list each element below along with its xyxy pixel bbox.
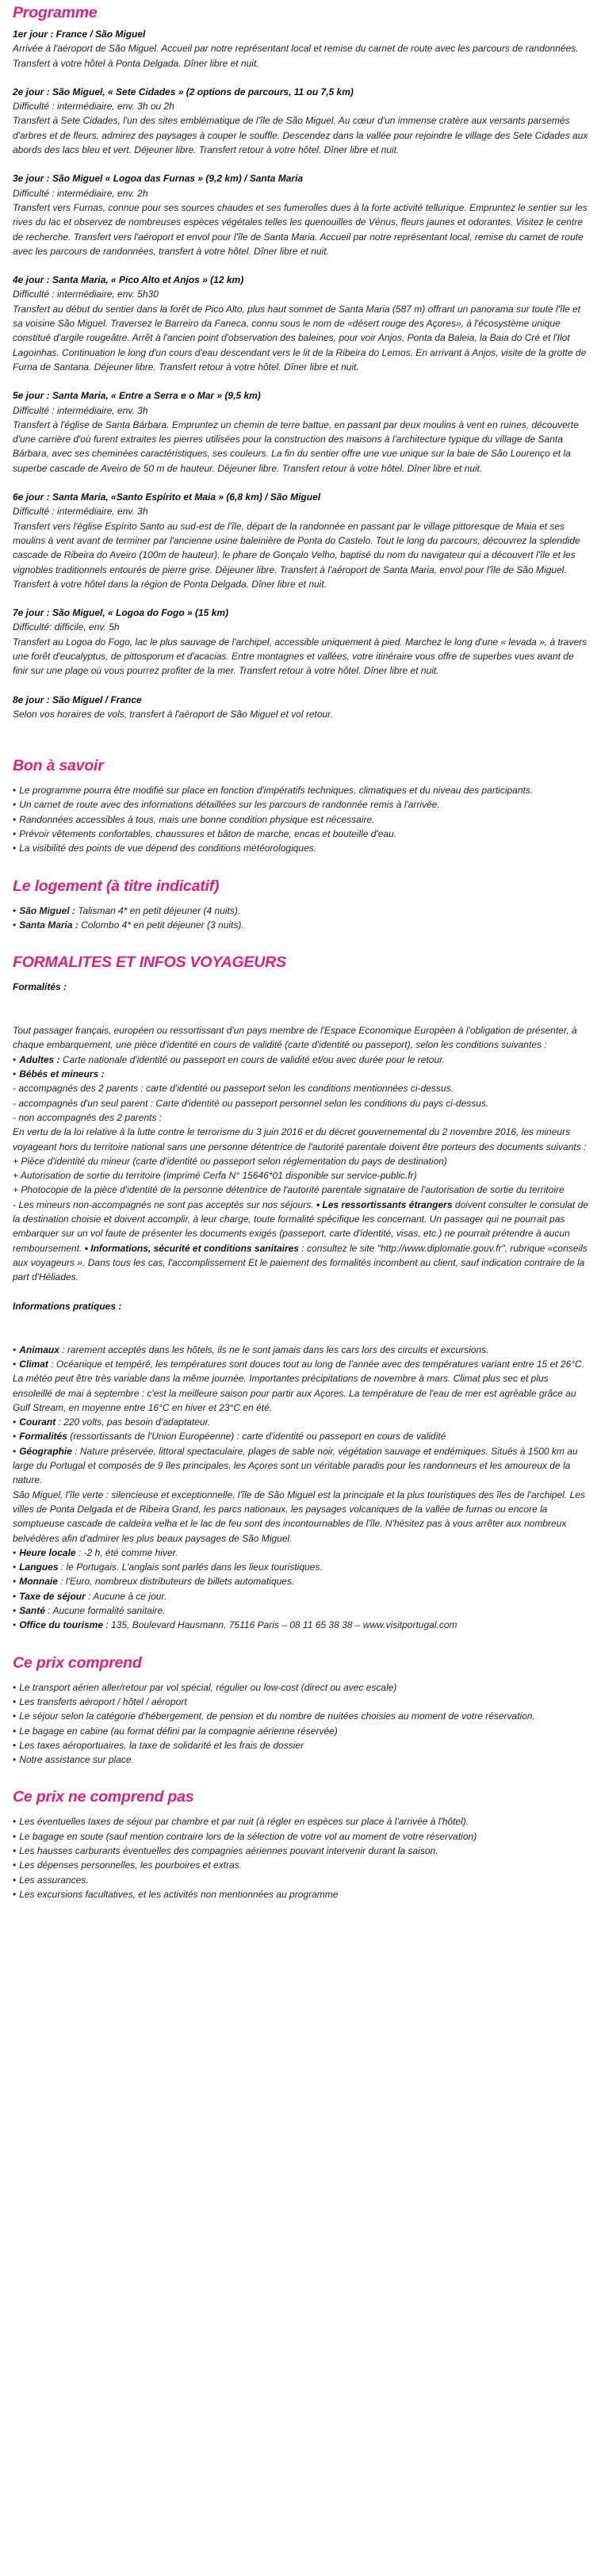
bon-a-savoir-title: Bon à savoir [13,757,104,775]
list-item-text: La visibilité des points de vue dépend des conditions météorologiques. [19,843,317,854]
formalites-line: - accompagnés des 2 parents : carte d'identité ou passeport selon les conditions mentionnées ci-dessus. [13,1083,454,1095]
pratique-item [13,1415,588,1429]
pratique-label: Formalités [19,1431,67,1443]
pratique-label: Heure locale [19,1546,76,1558]
day-title: 2e jour : São Miguel, « Sete Cidades » (2 options de parcours, 11 ou 7,5 km) [13,86,354,97]
prix-ne-comprend-title: Ce prix ne comprend pas [13,1788,194,1806]
ressortissants-text: doivent consulter le consulat de la destination choisie et doivent accomplir, à leur charge, toute formalité spécifique les concernant. Un passager qui ne pourrait pas embarquer sur un vol faute de présenter les documents exigés (passeport, carte d'identité, visas, etc.) ne pourrait prétendre à aucun remboursement. [13,1198,588,1254]
pratique-text: : Nature préservée, littoral spectaculaire, plages de sable noir, végétation sauvage et endémiques. Situés à 1500 km au large du Portugal et composés de 9 îles principales, les Açores sont un véritable paradis pour les randonneurs et les amoureux de la nature. [13,1445,578,1486]
list-item [13,1752,588,1767]
programme-day [13,27,588,71]
logement-item [13,918,588,932]
pratique-text: (ressortissants de l'Union Européenne) : carte d'identité ou passeport en cours de validité [67,1431,446,1443]
list-item-text: Les assurances. [19,1874,89,1886]
list-item [13,1680,588,1695]
day-text: Difficulté : intermédiaire, env. 3h ou 2h [13,101,174,113]
pratique-text: : -2 h, été comme hiver. [75,1546,178,1558]
pratique-text: : 135, Boulevard Hausmann, 75116 Paris – 08 11 65 38 38 – www.visitportugal.com [103,1619,457,1631]
day-text: Transfert à l'église de Santa Bárbara. Empruntez un chemin de terre battue, en passant par deux moulins à vent en ruines, découverte d'une carrière d'où furent extraites les pierres utilisées pour la construction des maisons à l'architecture typique du village de Santa Bárbara, avec ses cheminées caractéristiques, ses couleurs. La fin du sentier offre une vue unique sur la baie de São Lourenço et la superbe cascade de Aveiro de 50 m de hauteur. Déjeuner libre. Transfert retour à votre hôtel. Dîner libre et nuit. [13,419,579,474]
list-item [13,812,588,827]
pratiques-list [13,1343,588,1488]
pratique-text: : Aucune à ce jour. [85,1590,167,1602]
pratique-text: : 220 volts, pas besoin d'adaptateur. [56,1416,211,1428]
list-item [13,1695,588,1709]
day-text: Difficulté : intermédiaire, env. 3h [13,506,148,518]
pratique-item [13,1357,588,1415]
pratique-label: Langues [19,1561,59,1573]
pratique-label: Courant [19,1416,56,1428]
list-item-text: Le séjour selon la catégorie d'hébergement, de pension et du nombre de nuitées choisies au moment de votre réservation. [19,1710,535,1722]
pratique-text: : le Portugais. L'anglais sont parlés dans les lieux touristiques. [58,1561,323,1573]
logement-section [13,877,588,933]
mineurs-paragraph [13,1198,588,1285]
formalites-intro: Tout passager français, européen ou ressortissant d'un pays membre de l'Espace Economique Européen à l'obligation de présenter, à chaque embarquement, une pièce d'identité en cours de validité (carte d'identité ou passeport), selon les conditions suivantes : [13,1025,577,1051]
list-item [13,1724,588,1738]
day-title: 6e jour : Santa Maria, «Santo Espírito et Maia » (6,8 km) / São Miguel [13,491,321,503]
bullet: • [13,843,17,854]
sao-miguel-text: São Miguel, l'île verte : silencieuse et exceptionnelle, l'île de São Miguel est la principale et la plus touristiques des îles de l'archipel. Les villes de Ponta Delgada et de Ribeira Grand, les parcs nationaux, les paysages volcaniques de la vallée de furnas ou encore la somptueuse cascade de caldeira velha et le lac de feu sont des incontournables de l'île. N'hésitez pas à vous arrêter aux nombreux belvédères afin d'admirer les plus beaux paysages de São Miguel. [13,1489,585,1544]
programme-day [13,490,588,591]
day-text: Transfert vers Furnas, connue pour ses sources chaudes et ses fumerolles dues à la forte activité tellurique. Empruntez le sentier sur les rives du lac et observez de nombreuses espèces végétales telles les quenouilles de Vénus, fleurs jaunes et odorantes. Visitez le centre de recherche. Transfert vers l'aéroport et envol pour l'île de Santa Maria. Accueil par notre représentant local, remise du carnet de route avec les parcours de randonnées, transfert à votre hôtel. Dîner libre et nuit. [13,201,588,257]
pratiques-list-2 [13,1546,588,1633]
list-item [13,1858,588,1872]
mineurs-text: - Les mineurs non-accompagnés ne sont pas acceptés sur nos séjours. [13,1198,316,1210]
bullet: • [13,1710,17,1722]
logement-title: Le logement (à titre indicatif) [13,877,220,895]
programme-days [13,27,588,721]
list-item [13,841,588,855]
bullet: • [13,1619,17,1631]
pratique-text: : Océanique et tempéré, les températures sont douces tout au long de l'année avec des températures variant entre 15 et 26°C. La météo peut être très variable dans la même journée. Importantes précipitations de novembre à mars. Climat plus sec et plus ensoleillé de mai à septembre : c'est la meilleure saison pour partir aux Açores. La température de l'eau de mer est agréable grâce au Gulf Stream, en moyenne entre 16°C en hiver et 23°C en été. [13,1358,585,1413]
pratique-item [13,1444,588,1488]
formalites-section [13,953,588,1632]
pratique-item [13,1574,588,1588]
bullet: • [13,1343,17,1355]
list-item-text: Les hausses carburants éventuelles des compagnies aériennes pouvant intervenir durant la saison. [19,1844,438,1856]
pratique-label: Taxe de séjour [19,1590,86,1602]
prix-ne-comprend-list [13,1814,588,1901]
list-item-text: Les taxes aéroportuaires, la taxe de solidarité et les frais de dossier [19,1739,304,1751]
bullet: • [13,1754,17,1766]
list-item-text: Le bagage en soute (sauf mention contraire lors de la sélection de votre vol au moment de votre réservation) [19,1830,477,1842]
bullet: • [13,1576,17,1588]
list-item [13,1873,588,1887]
pratique-label: Climat [19,1358,48,1370]
pratique-label: Géographie [19,1445,72,1457]
bullet: • [13,1844,17,1856]
logement-text: Talisman 4* en petit déjeuner (4 nuits). [75,904,241,916]
pratique-item [13,1546,588,1560]
formalites-line: - accompagnés d'un seul parent : Carte d'identité ou passeport personnel selon les conditions du pays ci-dessus. [13,1097,489,1109]
programme-day [13,85,588,157]
bullet: • [13,1431,17,1443]
pratique-item [13,1603,588,1618]
list-item [13,783,588,797]
bullet: • [13,799,17,811]
bullet: • [13,1561,17,1573]
logement-label: Santa Maria : [19,919,78,931]
pratique-text: : rarement acceptés dans les hôtels, ils ne le sont jamais dans les cars lors des circuits et excursions. [59,1343,489,1355]
list-item-text: Le transport aérien aller/retour par vol spécial, régulier ou low-cost (direct ou avec escale) [19,1681,397,1693]
bullet: • [13,785,17,797]
logement-text: Colombo 4* en petit déjeuner (3 nuits). [78,919,244,931]
logement-item [13,904,588,918]
list-item-text: Prévoir vêtements confortables, chaussures et bâton de marche, encas et bouteille d'eau. [19,828,397,840]
prix-ne-comprend-section [13,1787,588,1901]
bon-a-savoir-section [13,756,588,855]
adultes-label: Adultes : [19,1053,60,1065]
bullet: • [13,813,17,825]
bullet: • [13,1053,17,1065]
formalites-title: FORMALITES ET INFOS VOYAGEURS [13,954,286,972]
pratique-label: Animaux [19,1343,59,1355]
programme-day [13,693,588,722]
adultes-line [13,1053,588,1067]
pratique-item [13,1429,588,1443]
list-item [13,1814,588,1829]
pratiques-label: Informations pratiques : [13,1300,122,1312]
formalites-line: - non accompagnés des 2 parents : [13,1111,163,1123]
pratique-label: Monnaie [19,1576,58,1588]
bullet: • [13,1725,17,1737]
formalites-line: En vertu de la loi relative à la lutte contre le terrorisme du 3 juin 2016 et du décret gouvernemental du 2 novembre 2016, les mineurs voyageant hors du territoire national sans une personne détentrice de l'autorité parentale doivent être porteurs des documents suivants : [13,1126,587,1152]
bullet: • [13,1859,17,1871]
day-text: Transfert au début du sentier dans la forêt de Pico Alto, plus haut sommet de Santa Maria (587 m) offrant un panorama sur toute l'île et sa voisine São Miguel. Traversez le Barreiro da Faneca, connu sous le nom de «désert rouge des Açores», à l'écosystème unique constitué d'argile rougeâtre. Arrêt à l'ancien point d'observation des baleines, pour voir Anjos, Ponta da Baleia, la Baia do Cré et l'Ilot Lagoinhas. Continuation le long d'un cours d'eau descendant vers le lit de la Ribeira do Lemos. En arrivant à Anjos, visite de la grotte de Furna de Santana. Déjeuner libre. Transfert retour à votre hôtel. Dîner libre et nuit. [13,303,587,373]
infos-text: : consultez le site "http://www.diplomatie.gouv.fr", rubrique «conseils aux voyageurs ». Dans tous les cas, l'accomplissement Et le paiement des formalités incombent au client, sauf indication contraire de la part d'Héliades. [13,1242,588,1283]
programme-day [13,171,588,258]
list-item-text: Randonnées accessibles à tous, mais une bonne condition physique est nécessaire. [19,813,375,825]
adultes-text: Carte nationale d'identité ou passeport en cours de validité et/ou avec durée pour le retour. [59,1053,446,1065]
formalites-lines [13,1081,588,1197]
day-text: Transfert au Logoa do Fogo, lac le plus sauvage de l'archipel, accessible uniquement à pied. Marchez le long d'une « levada », à travers une forêt d'eucalyptus, de pittosporum et d'acacias. Entre montagnes et vallées, votre itinéraire vous offre de superbes vues avant de finir sur une plage où vous pourrez profiter de la mer. Transfert retour à votre hôtel. Dîner libre et nuit. [13,636,588,677]
bullet: • [13,1590,17,1602]
day-text: Transfert à Sete Cidades, l'un des sites emblématique de l'île de São Miguel. Au cœur d'un immense cratère aux versants parsemés d'arbres et de fleurs, admirez des paysages à couper le souffle. Descendez dans la vallée pour rejoindre le village des Sete Cidades aux abords des lacs bleu et vert. Déjeuner libre. Transfert retour à votre hôtel. Dîner libre et nuit. [13,115,588,156]
logement-list [13,904,588,933]
prix-comprend-section [13,1653,588,1768]
ressortissants-label: • Les ressortissants étrangers [316,1198,453,1210]
pratique-label: Office du tourisme [19,1619,103,1631]
bullet: • [13,1695,17,1707]
day-text: Difficulté : intermédiaire, env. 2h [13,187,148,199]
pratique-label: Santé [19,1605,45,1617]
list-item [13,1738,588,1752]
pratique-text: : l'Euro, nombreux distributeurs de billets automatiques. [57,1576,295,1588]
list-item [13,1887,588,1901]
bullet: • [13,1874,17,1886]
bullet: • [13,1546,17,1558]
programme-day [13,606,588,678]
list-item-text: Les dépenses personnelles, les pourboires et extras. [19,1859,243,1871]
list-item [13,1829,588,1844]
logement-label: São Miguel : [19,904,75,916]
formalites-line: + Pièce d'identité du mineur (carte d'identité ou passeport selon réglementation du pays de destination) [13,1155,447,1167]
list-item-text: Notre assistance sur place. [19,1754,134,1766]
list-item [13,797,588,812]
list-item-text: Le bagage en cabine (au format défini par la compagnie aérienne réservée) [19,1725,338,1737]
pratique-item [13,1618,588,1632]
bullet: • [13,1739,17,1751]
bullet: • [13,1681,17,1693]
formalites-line: + Autorisation de sortie du territoire (imprimé Cerfa N° 15646*01 disponible sur service-public.fr) [13,1170,417,1182]
list-item [13,1844,588,1858]
list-item [13,827,588,841]
day-text: Difficulté: difficile, env. 5h [13,621,120,633]
pratique-item [13,1560,588,1574]
bebes-line [13,1067,588,1081]
day-text: Difficulté : intermédiaire, env. 3h [13,404,148,416]
pratique-text: : Aucune formalité sanitaire. [44,1605,166,1617]
day-text: Selon vos horaires de vols, transfert à l'aéroport de São Miguel et vol retour. [13,708,334,720]
day-title: 4e jour : Santa Maria, « Pico Alto et Anjos » (12 km) [13,274,244,286]
infos-label: • Informations, sécurité et conditions sanitaires [84,1242,299,1254]
bullet: • [13,1888,17,1900]
list-item-text: Un carnet de route avec des informations détaillées sur les parcours de randonnée remis à l'arrivée. [19,799,440,811]
list-item-text: Les excursions facultatives, et les activités non mentionnées au programme [19,1888,339,1900]
formalites-label: Formalités : [13,981,67,993]
prix-comprend-title: Ce prix comprend [13,1653,142,1672]
bullet: • [13,1830,17,1842]
day-title: 1er jour : France / São Miguel [13,29,146,40]
bebes-label: Bébés et mineurs : [19,1068,105,1080]
day-title: 8e jour : São Miguel / France [13,694,142,705]
programme-day [13,388,588,476]
bullet: • [13,828,17,840]
bullet: • [13,1068,17,1080]
day-text: Arrivée à l'aéroport de São Miguel. Accueil par notre représentant local et remise du carnet de route avec les parcours de randonnées. Transfert à votre hôtel à Ponta Delgada. Dîner libre et nuit. [13,43,579,69]
formalites-line: + Photocopie de la pièce d'identité de la personne détentrice de l'autorité parentale signataire de l'autorisation de sortie du territoire [13,1184,565,1196]
day-text: Transfert vers l'église Espírito Santo au sud-est de l'île, départ de la randonnée en passant par le village pittoresque de Maia et ses moulins à vent avant de terminer par l'ancienne usine baleinière de Ponta do Castelo. Tout le long du parcours, découvrez la splendide cascade de Ribeira do Aveiro (100m de hauteur), le phare de Gonçalo Velho, baptisé du nom du navigateur qui a découvert l'île et les vignobles traditionnels entourés de pierre grise. Déjeuner libre. Transfert à l'aéroport de Santa Maria, envol pour l'île de São Miguel. Transfert à votre hôtel dans la région de Ponta Delgada. Dîner libre et nuit. [13,520,580,590]
day-title: 3e jour : São Miguel « Logoa das Furnas » (9,2 km) / Santa Maria [13,173,304,185]
list-item-text: Les transferts aéroport / hôtel / aéroport [19,1695,187,1707]
list-item-text: Les éventuelles taxes de séjour par chambre et par nuit (à régler en espèces sur place à l'arrivée à l'hôtel). [19,1816,469,1828]
bullet: • [13,1816,17,1828]
bullet: • [13,904,17,916]
bullet: • [13,1416,17,1428]
bullet: • [13,1445,17,1457]
list-item [13,1709,588,1723]
bullet: • [13,919,17,931]
day-title: 7e jour : São Miguel, « Logoa do Fogo » (15 km) [13,607,229,619]
day-title: 5e jour : Santa Maria, « Entre a Serra e o Mar » (9,5 km) [13,390,261,402]
pratique-item [13,1343,588,1357]
programme-title: Programme [13,4,98,21]
programme-day [13,273,588,374]
bullet: • [13,1358,17,1370]
prix-comprend-list [13,1680,588,1768]
bullet: • [13,1605,17,1617]
bon-a-savoir-list [13,783,588,855]
programme-section [13,3,588,721]
pratique-item [13,1589,588,1603]
list-item-text: Le programme pourra être modifié sur place en fonction d'impératifs techniques, climatiques et du niveau des participants. [19,785,534,797]
day-text: Difficulté : intermédiaire, env. 5h30 [13,289,159,300]
